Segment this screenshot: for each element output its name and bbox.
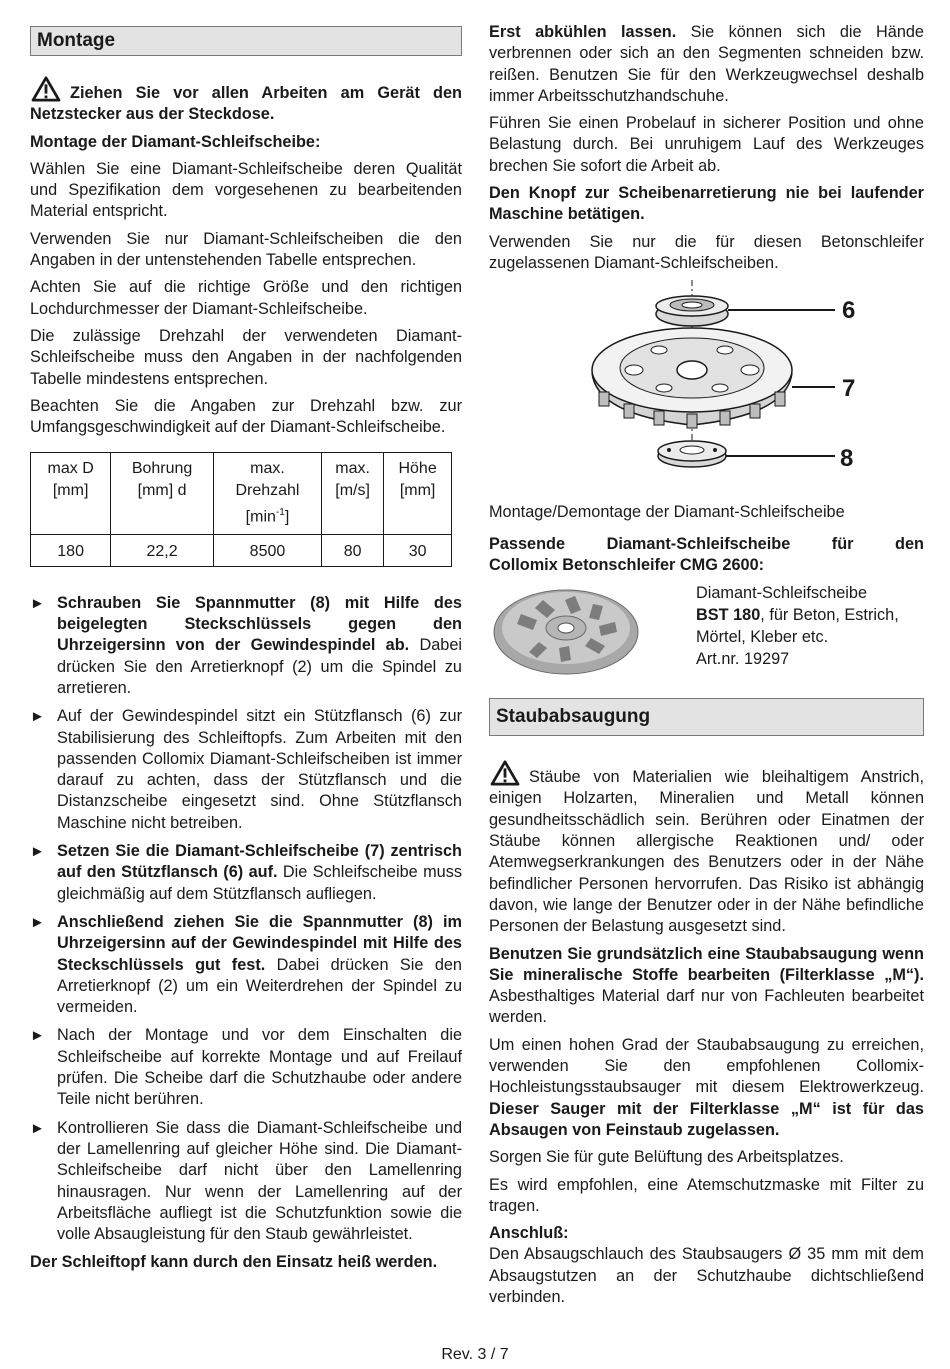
spec-header-cell: max. [m/s] — [322, 453, 384, 534]
spec-table-value-row — [31, 534, 452, 566]
triangle-bullet-icon: ► — [30, 1027, 45, 1045]
figure-caption: Montage/Demontage der Diamant-Schleifscheibe — [489, 503, 845, 522]
product-description — [696, 582, 899, 670]
triangle-bullet-icon: ► — [30, 843, 45, 861]
spec-table — [30, 452, 452, 566]
section-heading-staubabsaugung: Staubabsaugung — [489, 698, 924, 736]
spec-table-header-row — [31, 453, 452, 534]
left-column — [30, 22, 462, 1280]
warning-triangle-icon — [489, 760, 521, 786]
paragraph: Verwenden Sie nur die für diesen Betonschleifer zugelassenen Diamant-Schleifscheiben. — [489, 232, 924, 272]
spec-value-cell: 8500 — [213, 534, 321, 566]
spec-value-cell: 180 — [31, 534, 111, 566]
closing-warning: Der Schleiftopf kann durch den Einsatz heiß werden. — [30, 1253, 438, 1272]
paragraph: Wählen Sie eine Diamant-Schleifscheibe deren Qualität und Spezifikation dem vorgesehenen zu bearbeitenden Material entspricht. — [30, 159, 462, 221]
list-item: ► Nach der Montage und vor dem Einschalten die Schleifscheibe auf korrekte Montage und auf Freilauf prüfen. Die Scheibe darf die Schutzhaube oder andere Teile nicht berühren. — [30, 1026, 462, 1109]
product-name: Diamant-Schleifscheibe — [696, 584, 868, 603]
section-heading-montage: Montage — [30, 26, 462, 56]
list-item: ► Kontrollieren Sie dass die Diamant-Schleifscheibe und der Lamellenring auf gleicher Höhe sind. Die Diamant-Schleifscheibe darf nicht über den Lamellenring hinausragen. Nur wenn der Lamellenring auf der Arbeitsfläche aufliegt ist die Schutzfunktion sowie die volle Absaugleistung für den Staub gewährleistet. — [30, 1118, 462, 1244]
triangle-bullet-icon: ► — [30, 1119, 45, 1137]
spec-value-cell: 80 — [322, 534, 384, 566]
passende-heading-line1: Passende Diamant-Schleifscheibe für den — [489, 534, 924, 553]
dust-warning-paragraph: Stäube von Materialien wie bleihaltigem Anstrich, einigen Holzarten, Mineralien und Metall können gesundheitsschädlich sein. Berühren oder Einatmen der Stäube können allergische Reaktionen und/ oder Atemwegserkrankungen des Benutzers oder in der Nähe befindlicher Personen hervorrufen. Das Risiko ist abhängig davon, wie lange der Benutzer oder in der Nähe befindliche Personen der Belastung ausgesetzt sind. — [489, 760, 924, 937]
grinding-disc-photo — [491, 584, 641, 676]
paragraph: Beachten Sie die Angaben zur Drehzahl bzw. zur Umfangsgeschwindigkeit auf der Diamant-Schleifscheibe. — [30, 396, 462, 437]
montage-steps-list — [30, 593, 462, 1246]
spec-header-cell: max. Drehzahl $[\min^{-1}]$ — [213, 453, 321, 534]
disc-assembly-illustration — [489, 280, 924, 498]
product-article-number: Art.nr. 19297 — [696, 650, 790, 669]
figure-label-8: 8 — [840, 445, 854, 473]
spec-header-cell: Höhe [mm] — [384, 453, 452, 534]
paragraph: Erst abkühlen lassen. Sie können sich die Hände verbrennen oder sich an den Segmenten schneiden bzw. reißen. Benutzen Sie für den Werkzeugwechsel deshalb immer Arbeitsschutzhandschuhe. — [489, 23, 924, 105]
paragraph-bold: Den Knopf zur Scheibenarretierung nie bei laufender Maschine betätigen. — [489, 184, 924, 224]
page-footer: Rev. 3 / 7 — [441, 1346, 509, 1363]
passende-heading-line2: Collomix Betonschleifer CMG 2600: — [489, 555, 765, 574]
figure-label-7: 7 — [842, 375, 856, 403]
warning-text: Ziehen Sie vor allen Arbeiten am Gerät den Netzstecker aus der Steckdose. — [30, 84, 462, 124]
warning-paragraph — [30, 76, 462, 126]
spec-header-cell: Bohrung [mm] d — [111, 453, 214, 534]
triangle-bullet-icon: ► — [30, 594, 45, 612]
paragraph: Es wird empfohlen, eine Atemschutzmaske mit Filter zu tragen. — [489, 1175, 924, 1215]
paragraph: Verwenden Sie nur Diamant-Schleifscheiben die den Angaben in der untenstehenden Tabelle entsprechen. — [30, 229, 462, 270]
list-item: ► Auf der Gewindespindel sitzt ein Stützflansch (6) zur Stabilisierung des Schleiftopfs. Zum Arbeiten mit den passenden Collomix Diamant-Schleifscheiben ist immer darauf zu achten, dass der Stützflansch und die Distanzscheibe eingesetzt sind. Ohne Stützflansch Maschine nicht betreiben. — [30, 707, 462, 832]
paragraph: Sorgen Sie für gute Belüftung des Arbeitsplatzes. — [489, 1148, 844, 1167]
paragraph: Führen Sie einen Probelauf in sicherer Position und ohne Belastung durch. Bei unruhigem Lauf des Werkzeuges brechen Sie sofort die Arbeit ab. — [489, 114, 924, 175]
list-item: ► Schrauben Sie Spannmutter (8) mit Hilfe des beigelegten Steckschlüssels gegen den Uhrzeigersinn von der Gewindespindel ab. Dabei drücken Sie den Arretierknopf (2) um die Spindel zu arretieren. — [30, 593, 462, 697]
spec-value-cell: 22,2 — [111, 534, 214, 566]
paragraph: Um einen hohen Grad der Staubabsaugung zu erreichen, verwenden Sie den empfohlenen Collomix-Hochleistungsstaubsauger mit diesem Elektrowerkzeug. Dieser Sauger mit der Filterklasse „M“ ist für das Absaugen von Feinstaub zugelassen. — [489, 1035, 924, 1139]
product-model-line: BST 180, für Beton, Estrich, — [696, 606, 899, 625]
spec-header-cell: max D [mm] — [31, 453, 111, 534]
product-desc: Mörtel, Kleber etc. — [696, 628, 829, 647]
assembly-figure — [489, 280, 924, 498]
paragraph: Achten Sie auf die richtige Größe und den richtigen Lochdurchmesser der Diamant-Schleifscheibe. — [30, 278, 462, 318]
list-item: ► Anschließend ziehen Sie die Spannmutter (8) im Uhrzeigersinn auf der Gewindespindel mit Hilfe des Steckschlüssels gut fest. Dabei drücken Sie den Arretierknopf (2) um ein Weiterdrehen der Spindel zu vermeiden. — [30, 912, 462, 1017]
anschluss-heading: Anschluß: — [489, 1224, 569, 1243]
triangle-bullet-icon: ► — [30, 708, 45, 726]
paragraph: Benutzen Sie grundsätzlich eine Staubabsaugung wenn Sie mineralische Stoffe bearbeiten (Filterklasse „M“). Asbesthaltiges Material darf nur von Fachleuten bearbeitet werden. — [489, 944, 924, 1027]
figure-label-6: 6 — [842, 297, 856, 325]
product-block — [489, 582, 924, 678]
spec-value-cell: 30 — [384, 534, 452, 566]
triangle-bullet-icon: ► — [30, 913, 45, 931]
paragraph: Die zulässige Drehzahl der verwendeten Diamant-Schleifscheibe muss den Angaben in der nachfolgenden Tabelle mindestens entsprechen. — [30, 326, 462, 388]
list-item: ► Setzen Sie die Diamant-Schleifscheibe (7) zentrisch auf den Stützflansch (6) auf. Die Schleifscheibe muss gleichmäßig auf dem Stützflansch aufliegen. — [30, 842, 462, 903]
subheading-montage-scheibe: Montage der Diamant-Schleifscheibe: — [30, 132, 321, 151]
warning-triangle-icon — [30, 76, 62, 102]
anschluss-text: Den Absaugschlauch des Staubsaugers Ø 35 mm mit dem Absaugstutzen an der Schutzhaube dichtschließend verbinden. — [489, 1245, 924, 1306]
right-column — [489, 22, 924, 1314]
